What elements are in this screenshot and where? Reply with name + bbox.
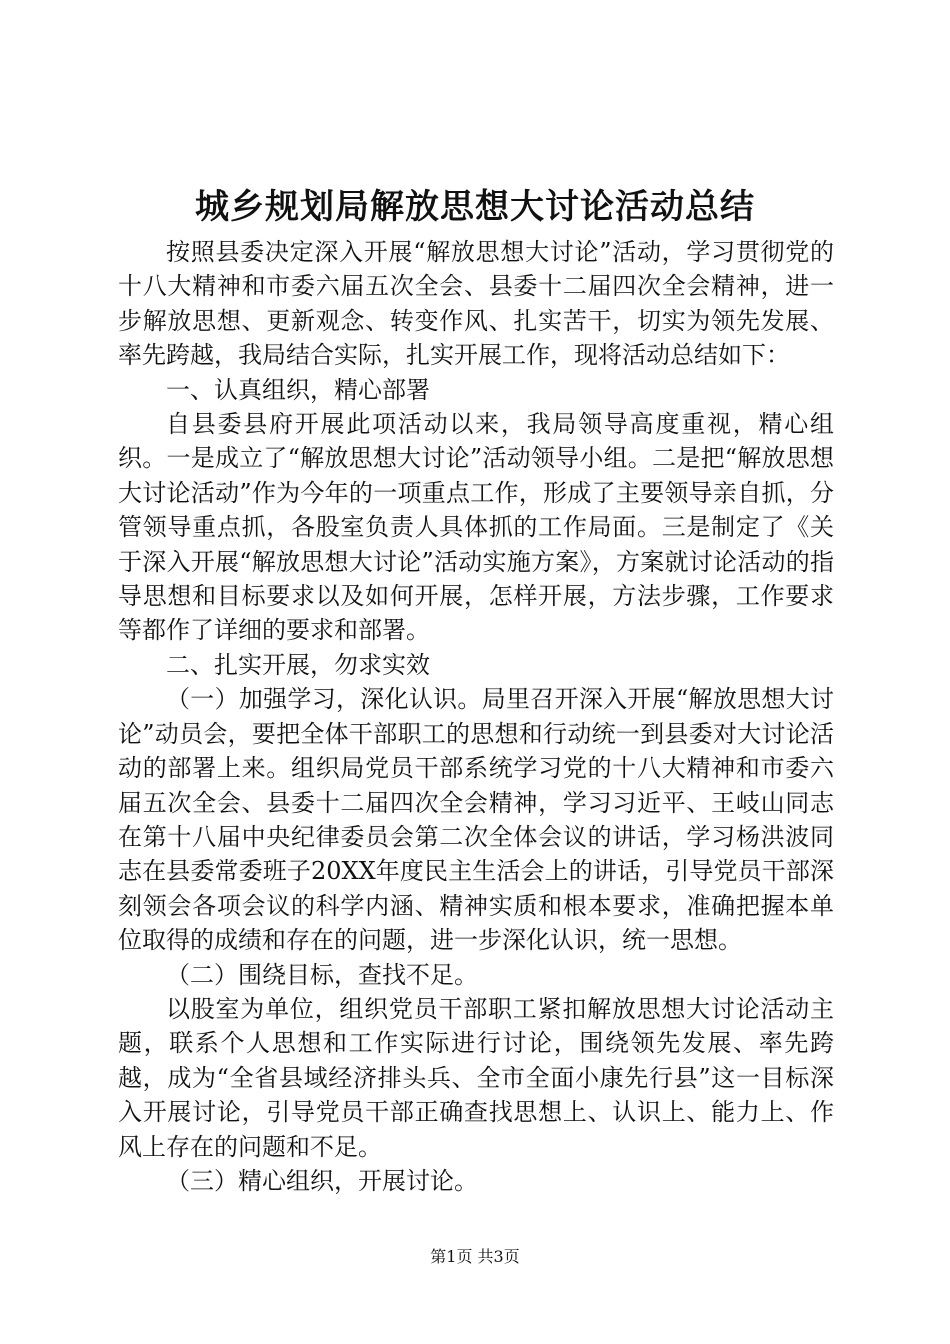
intro-paragraph: 按照县委决定深入开展“解放思想大讨论”活动，学习贯彻党的十八大精神和市委六届五次全会、县委十二届四次全会精神，进一步解放思想、更新观念、转变作风、扎实苦干，切实为领先发展、率先跨越，我局结合实际，扎实开展工作，现将活动总结如下： <box>118 238 834 370</box>
page-number-footer: 第1页 共3页 <box>430 1247 520 1266</box>
document-title: 城乡规划局解放思想大讨论活动总结 <box>195 187 755 227</box>
section-heading-2: 二、扎实开展，勿求实效 <box>166 650 430 679</box>
subsection-heading-2: （二）围绕目标，查找不足。 <box>166 960 478 989</box>
subsection-heading-3: （三）精心组织，开展讨论。 <box>166 1166 478 1195</box>
subsection-1-paragraph: （一）加强学习，深化认识。局里召开深入开展“解放思想大讨论”动员会，要把全体干部职工的思想和行动统一到县委对大讨论活动的部署上来。组织局党员干部系统学习党的十八大精神和市委六届五次全会、县委十二届四次全会精神，学习习近平、王岐山同志在第十八届中央纪律委员会第二次全体会议的讲话，学习杨洪波同志在县委常委班子20XX年度民主生活会上的讲话，引导党员干部深刻领会各项会议的科学内涵、精神实质和根本要求，准确把握本单位取得的成绩和存在的问题，进一步深化认识，统一思想。 <box>118 685 834 955</box>
section-heading-1: 一、认真组织，精心部署 <box>166 375 430 404</box>
subsection-2-paragraph: 以股室为单位，组织党员干部职工紧扣解放思想大讨论活动主题，联系个人思想和工作实际进行讨论，围绕领先发展、率先跨越，成为“全省县域经济排头兵、全市全面小康先行县”这一目标深入开展讨论，引导党员干部正确查找思想上、认识上、能力上、作风上存在的问题和不足。 <box>118 994 834 1161</box>
section-1-paragraph: 自县委县府开展此项活动以来，我局领导高度重视，精心组织。一是成立了“解放思想大讨论”活动领导小组。二是把“解放思想大讨论活动”作为今年的一项重点工作，形成了主要领导亲自抓，分管领导重点抓，各股室负责人具体抓的工作局面。三是制定了《关于深入开展“解放思想大讨论”活动实施方案》，方案就讨论活动的指导思想和目标要求以及如何开展，怎样开展，方法步骤，工作要求等都作了详细的要求和部署。 <box>118 410 834 645</box>
document-body <box>118 235 834 1198</box>
